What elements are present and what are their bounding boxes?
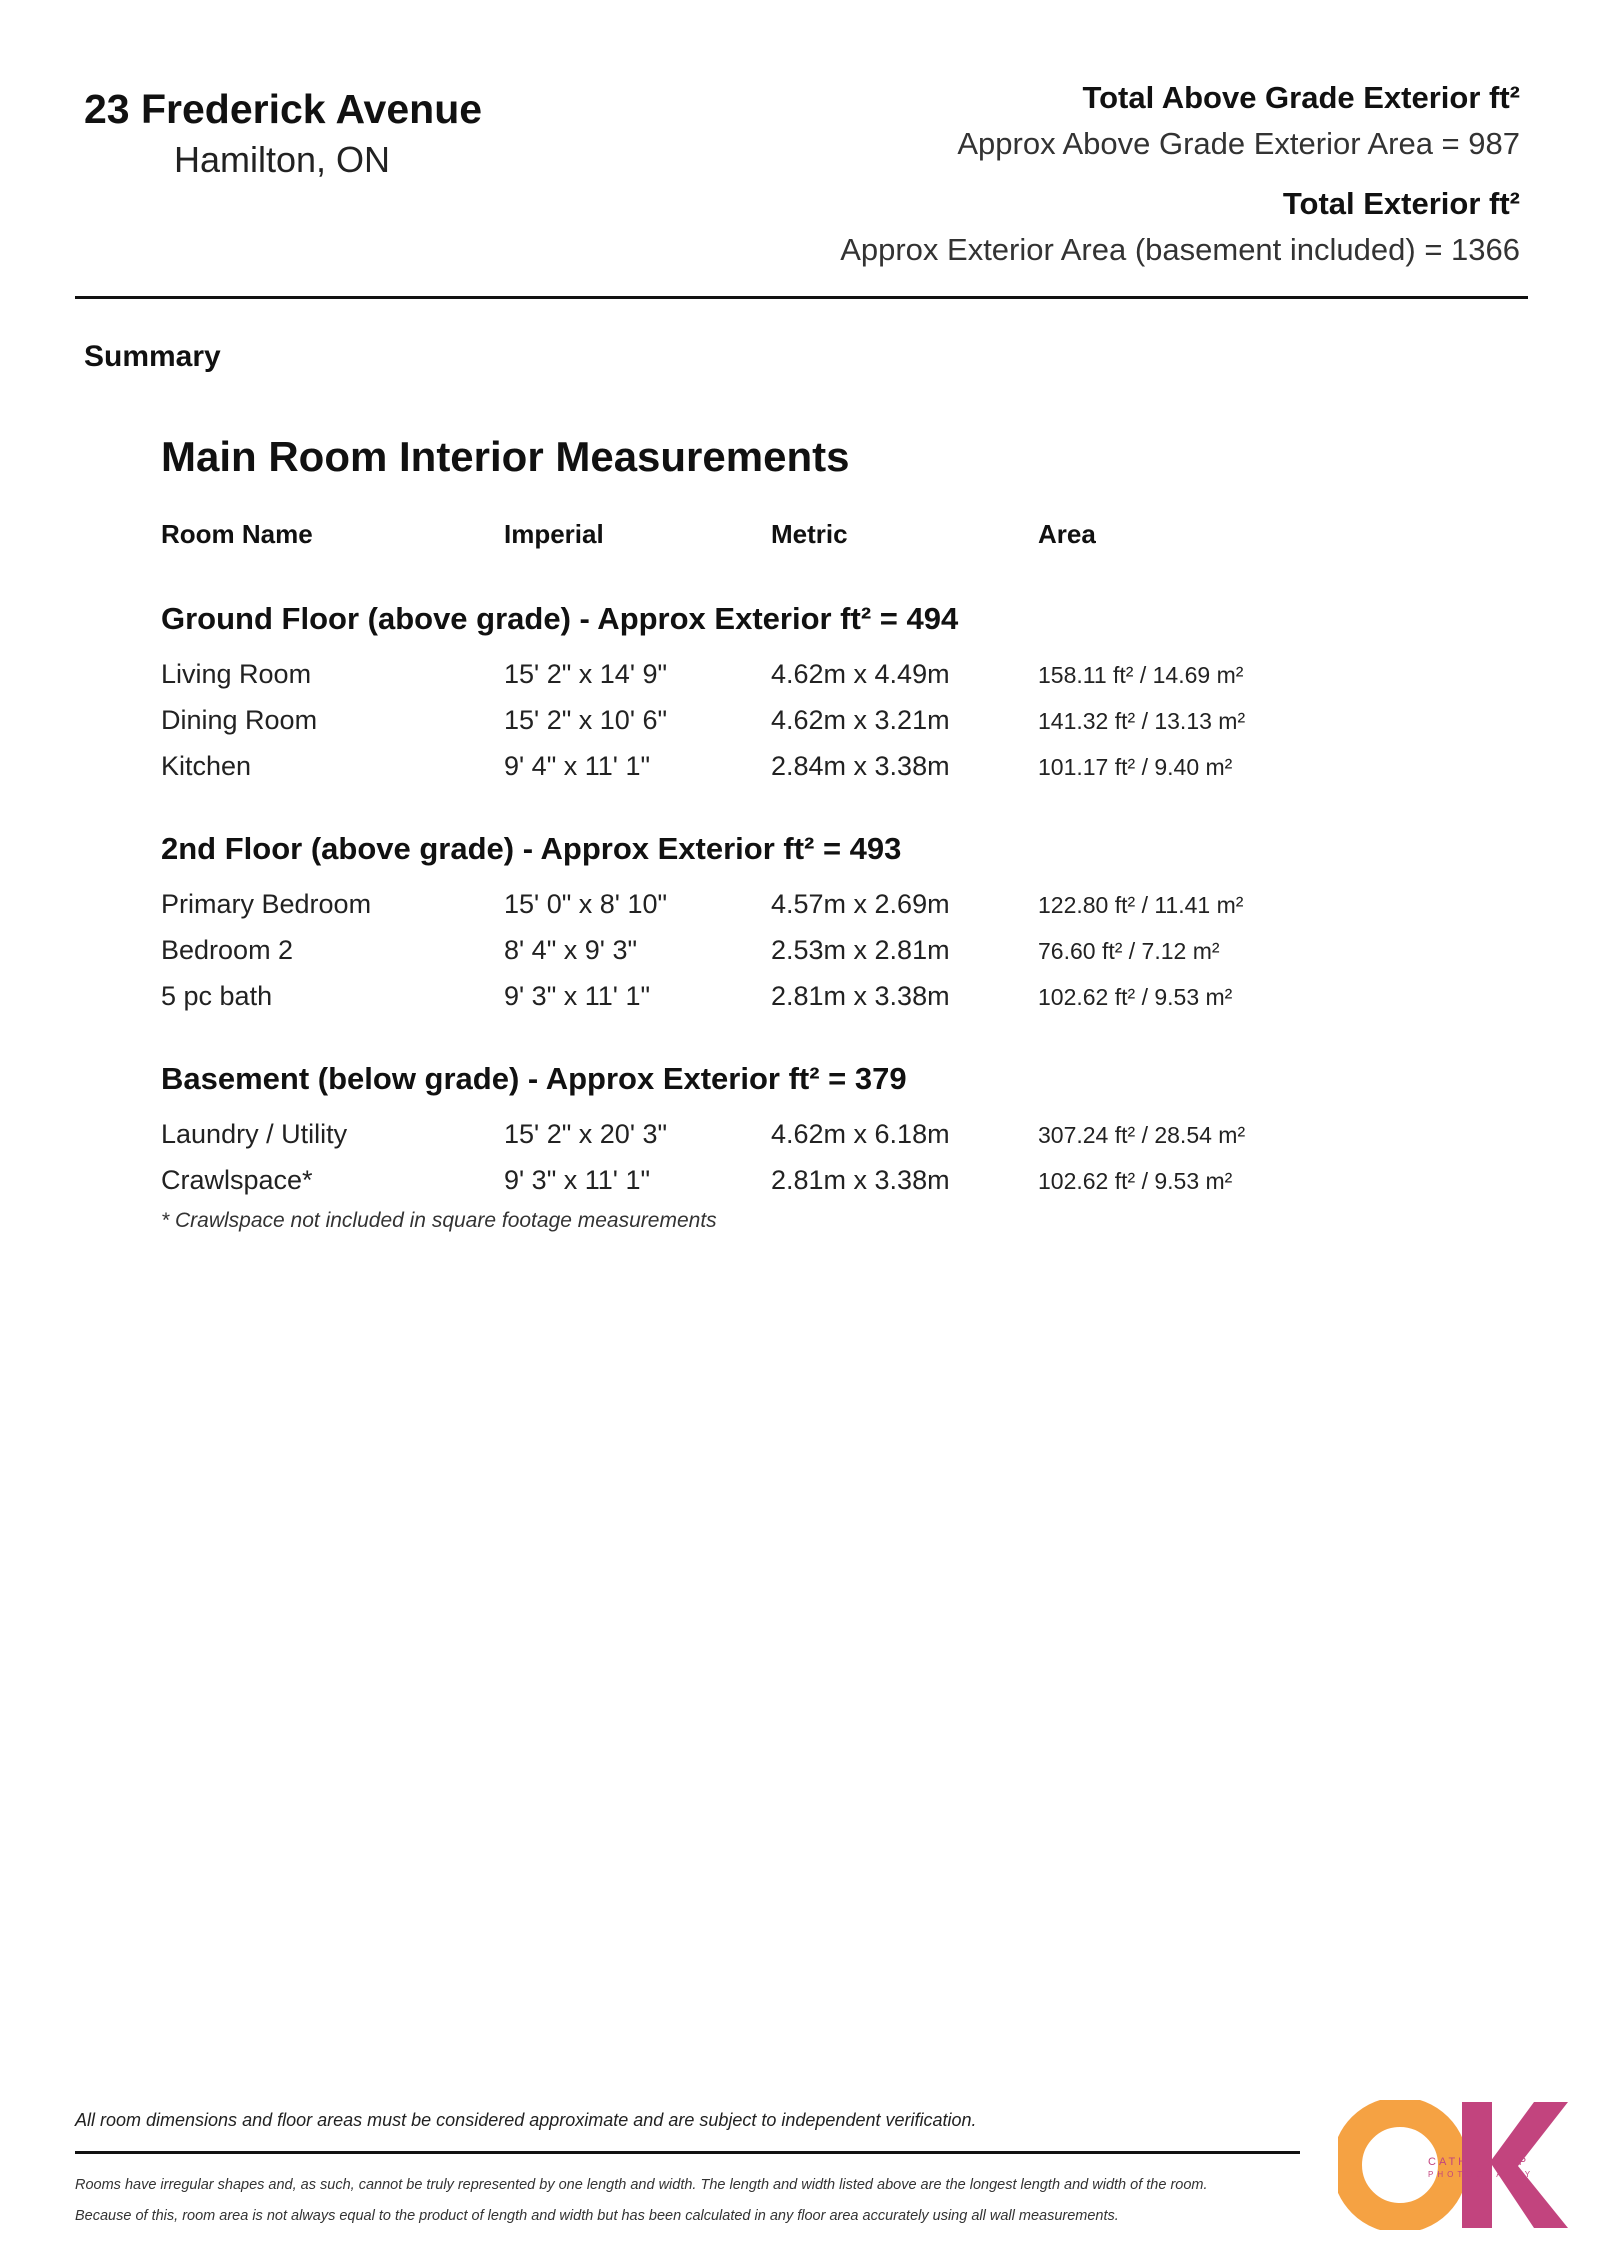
above-grade-title: Total Above Grade Exterior ft² xyxy=(1082,80,1520,115)
room-area: 307.24 ft² / 28.54 m² xyxy=(1038,1122,1246,1148)
summary-label: Summary xyxy=(84,340,221,373)
room-imperial: 8' 4" x 9' 3" xyxy=(504,935,638,965)
footer-note-line1: Rooms have irregular shapes and, as such, cannot be truly represented by one length and width. The length and width listed above are the longest length and width of the room. xyxy=(75,2177,1208,2193)
section-title-basement: Basement (below grade) - Approx Exterior ft² = 379 xyxy=(161,1061,907,1096)
total-exterior-title: Total Exterior ft² xyxy=(1282,186,1520,221)
total-exterior-area: Approx Exterior Area (basement included) = 1366 xyxy=(840,232,1520,267)
room-name: Kitchen xyxy=(161,751,252,781)
main-title: Main Room Interior Measurements xyxy=(161,433,850,480)
room-area: 141.32 ft² / 13.13 m² xyxy=(1038,708,1246,734)
section-title-2nd-floor: 2nd Floor (above grade) - Approx Exterior ft² = 493 xyxy=(161,831,902,866)
section-title-ground-floor: Ground Floor (above grade) - Approx Exterior ft² = 494 xyxy=(161,601,959,636)
room-area: 158.11 ft² / 14.69 m² xyxy=(1038,662,1244,688)
room-metric: 4.57m x 2.69m xyxy=(771,889,950,919)
room-area: 76.60 ft² / 7.12 m² xyxy=(1038,938,1220,964)
room-metric: 4.62m x 6.18m xyxy=(771,1119,950,1149)
room-imperial: 9' 4" x 11' 1" xyxy=(504,751,651,781)
room-metric: 2.81m x 3.38m xyxy=(771,1165,950,1195)
room-imperial: 15' 2" x 14' 9" xyxy=(504,659,668,689)
column-header-imperial: Imperial xyxy=(504,519,604,549)
room-area: 101.17 ft² / 9.40 m² xyxy=(1038,754,1233,780)
footer-note-line2: Because of this, room area is not always equal to the product of length and width but has been calculated in any floor area accurately using all wall measurements. xyxy=(75,2208,1119,2224)
room-name: Dining Room xyxy=(161,705,318,735)
room-imperial: 9' 3" x 11' 1" xyxy=(504,1165,651,1195)
room-name: Bedroom 2 xyxy=(161,935,294,965)
address-street: 23 Frederick Avenue xyxy=(84,86,483,132)
room-metric: 2.81m x 3.38m xyxy=(771,981,950,1011)
room-area: 102.62 ft² / 9.53 m² xyxy=(1038,984,1233,1010)
room-metric: 2.53m x 2.81m xyxy=(771,935,950,965)
above-grade-area: Approx Above Grade Exterior Area = 987 xyxy=(957,126,1520,161)
logo-text-name: CATHY KOOP xyxy=(1428,2156,1530,2168)
room-imperial: 9' 3" x 11' 1" xyxy=(504,981,651,1011)
column-header-metric: Metric xyxy=(771,519,848,549)
crawlspace-note: * Crawlspace not included in square footage measurements xyxy=(161,1209,717,1232)
room-metric: 4.62m x 4.49m xyxy=(771,659,950,689)
room-name: Living Room xyxy=(161,659,312,689)
room-metric: 2.84m x 3.38m xyxy=(771,751,950,781)
room-name: Primary Bedroom xyxy=(161,889,372,919)
room-imperial: 15' 2" x 20' 3" xyxy=(504,1119,668,1149)
room-area: 122.80 ft² / 11.41 m² xyxy=(1038,892,1244,918)
ok-logo xyxy=(1338,2100,1570,2230)
footer-disclaimer: All room dimensions and floor areas must be considered approximate and are subject to independent verification. xyxy=(75,2110,977,2130)
room-name: 5 pc bath xyxy=(161,981,273,1011)
room-area: 102.62 ft² / 9.53 m² xyxy=(1038,1168,1233,1194)
column-header-room: Room Name xyxy=(161,519,313,549)
footer-divider xyxy=(75,2151,1300,2154)
room-name: Laundry / Utility xyxy=(161,1119,348,1149)
address-city: Hamilton, ON xyxy=(174,139,391,180)
room-name: Crawlspace* xyxy=(161,1165,313,1195)
room-imperial: 15' 0" x 8' 10" xyxy=(504,889,668,919)
room-imperial: 15' 2" x 10' 6" xyxy=(504,705,668,735)
logo-text-sub: PHOTOGRAPHY xyxy=(1428,2170,1535,2179)
header-divider xyxy=(75,296,1528,299)
room-metric: 4.62m x 3.21m xyxy=(771,705,950,735)
column-header-area: Area xyxy=(1038,519,1096,549)
